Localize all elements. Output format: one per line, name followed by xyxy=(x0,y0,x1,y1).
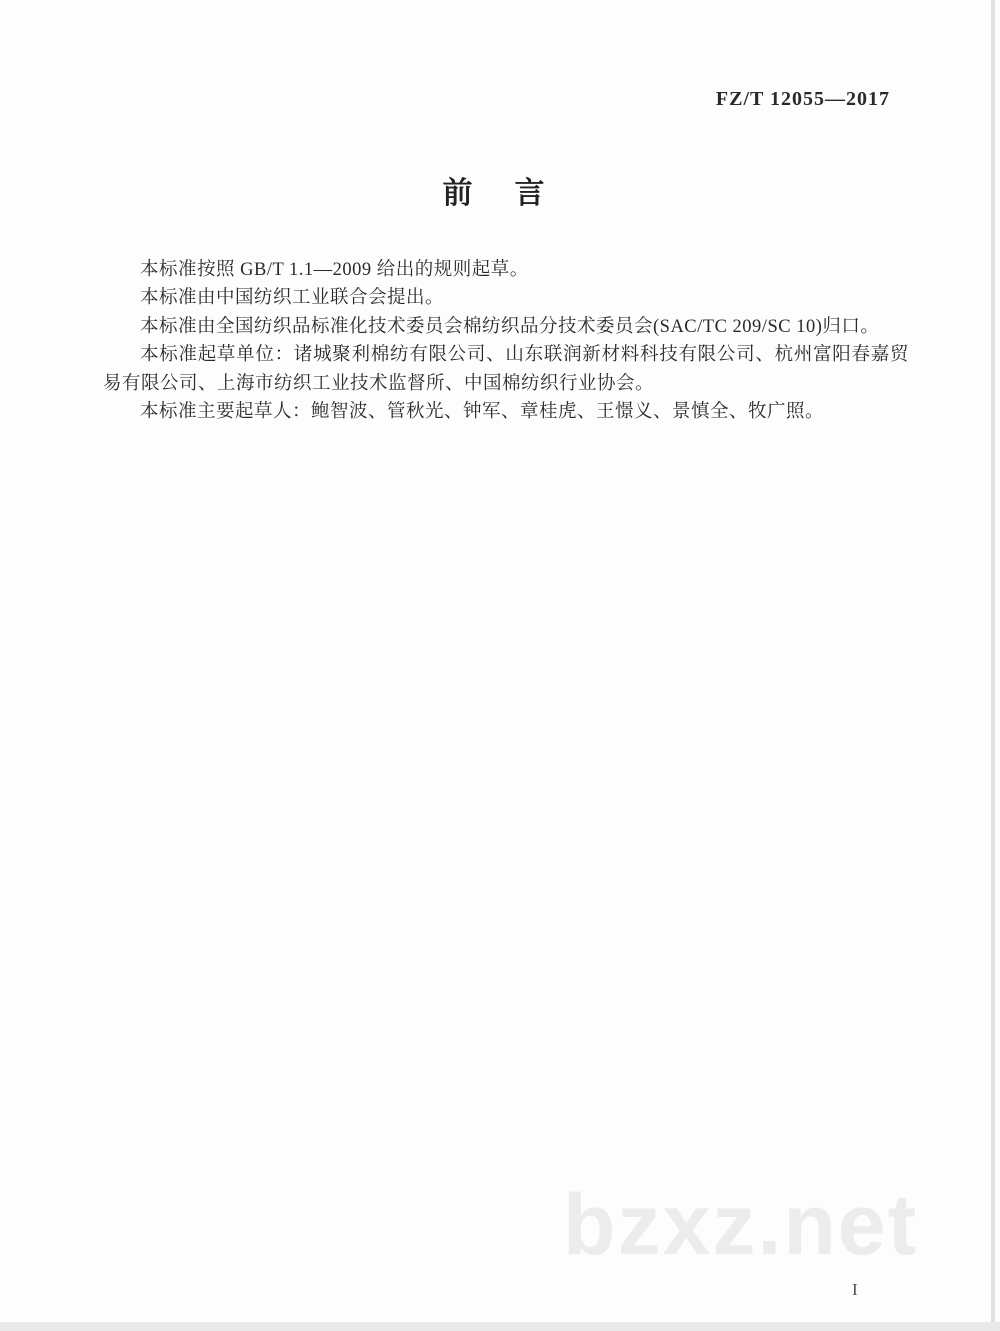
page-right-edge xyxy=(991,0,995,1322)
page-title: 前 言 xyxy=(442,177,551,210)
foreword-body xyxy=(103,256,909,426)
page-number: I xyxy=(852,1280,858,1299)
page-bottom-edge xyxy=(0,1322,1000,1331)
paragraph-drafting-organizations: 本标准起草单位：诸城聚利棉纺有限公司、山东联润新材料科技有限公司、杭州富阳春嘉贸易有限公司、上海市纺织工业技术监督所、中国棉纺织行业协会。 xyxy=(103,345,909,394)
paragraph-main-drafters: 本标准主要起草人：鲍智波、管秋光、钟军、章桂虎、王憬义、景慎全、牧广照。 xyxy=(140,402,825,423)
watermark: bzxz.net xyxy=(563,1177,919,1273)
paragraph-proposed-by: 本标准由中国纺织工业联合会提出。 xyxy=(140,288,445,309)
paragraph-jurisdiction: 本标准由全国纺织品标准化技术委员会棉纺织品分技术委员会(SAC/TC 209/SC 10)归口。 xyxy=(140,316,880,337)
paragraph-drafting-rules: 本标准按照 GB/T 1.1—2009 给出的规则起草。 xyxy=(140,260,529,280)
standard-code: FZ/T 12055—2017 xyxy=(715,88,890,110)
